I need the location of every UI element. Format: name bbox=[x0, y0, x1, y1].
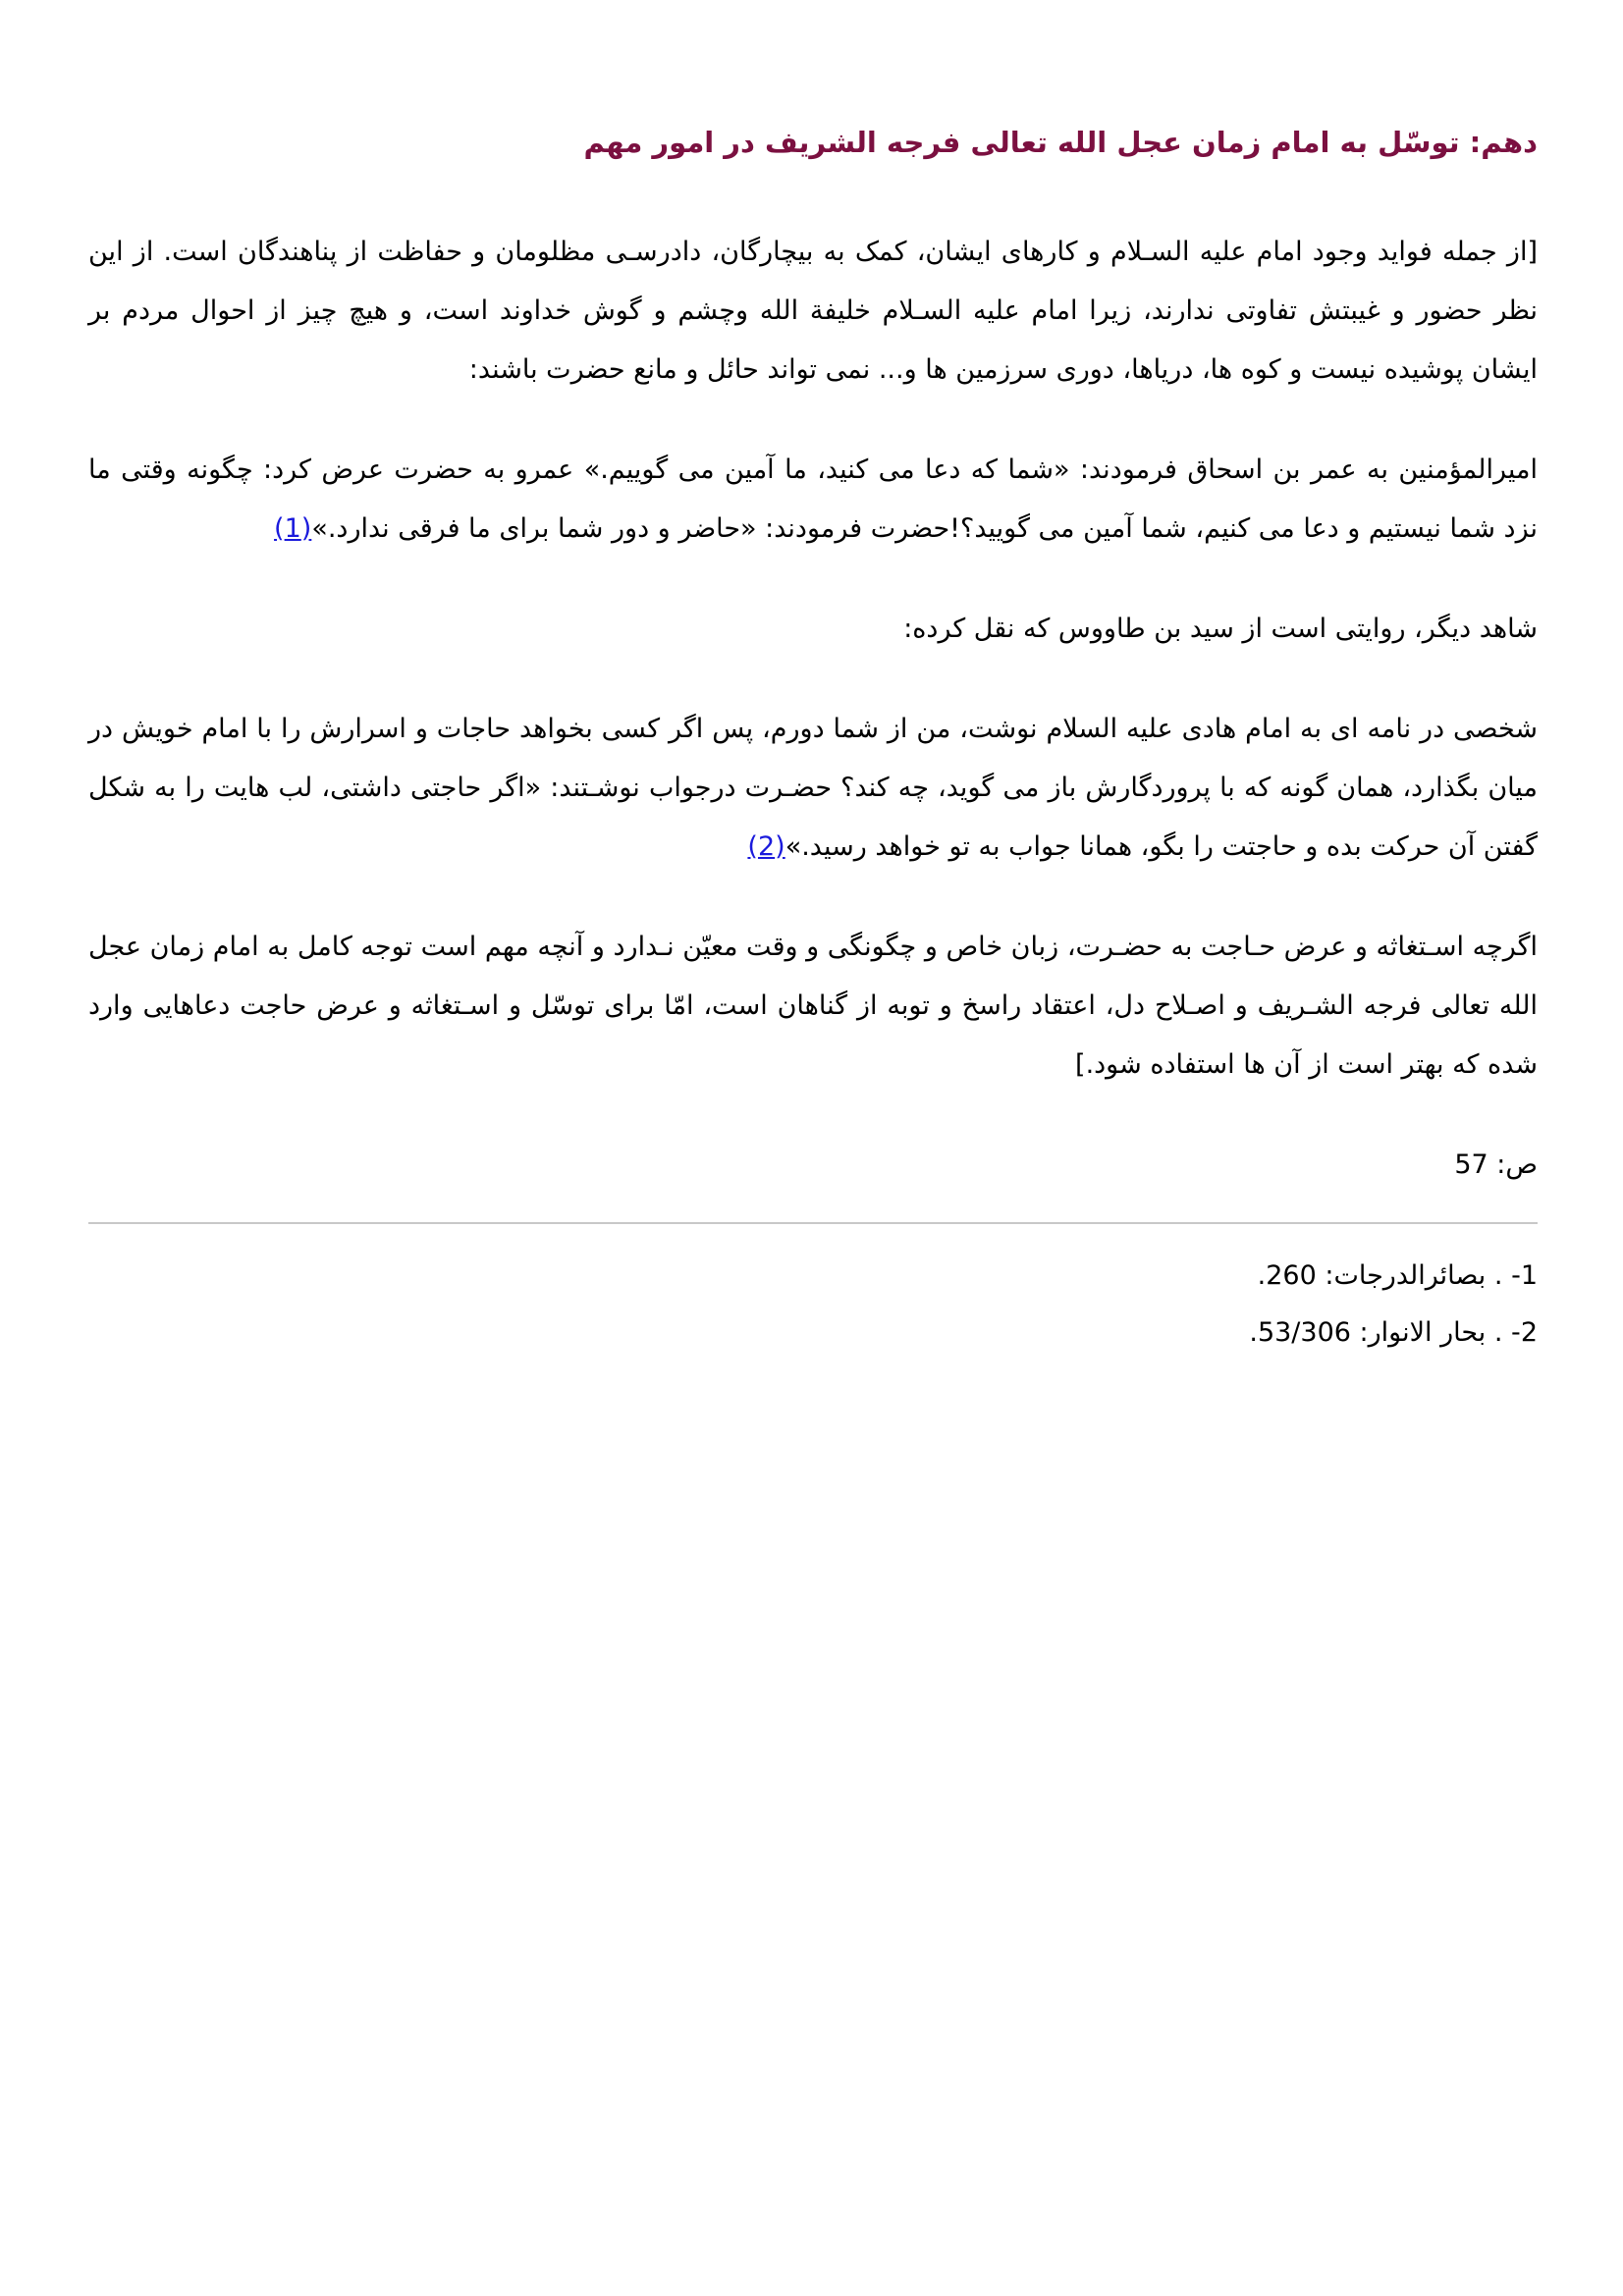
paragraph-3-text: شاهد دیگر، روایتی است از سید بن طاووس که نقل کرده: bbox=[903, 614, 1538, 644]
paragraph-1 bbox=[88, 223, 1538, 400]
footnote-divider bbox=[88, 1222, 1538, 1224]
document-page bbox=[88, 113, 1538, 1362]
footnote-2: 2- . بحار الانوار: 53/306. bbox=[1249, 1317, 1538, 1348]
footnote-link-1[interactable]: (1) bbox=[274, 513, 312, 544]
paragraph-2-text: امیرالمؤمنین به عمر بن اسحاق فرمودند: «شما که دعا می کنید، ما آمین می گوییم.» عمرو به حضرت عرض کرد: چگونه وقتی ما نزد شما نیستیم و دعا می کنیم، شما آمین می گویید؟!حضرت فرمودند: «حاضر و دور شما برای ما فرقی ندارد.» bbox=[88, 454, 1538, 544]
footnote-link-2[interactable]: (2) bbox=[747, 831, 785, 862]
page-number: ص: 57 bbox=[1454, 1149, 1538, 1180]
footnotes bbox=[88, 1248, 1538, 1362]
paragraph-2 bbox=[88, 441, 1538, 559]
paragraph-1-text: [از جمله فواید وجود امام علیه السـلام و کارهای ایشان، کمک به بیچارگان، دادرسـی مظلومان و حفاظت از پناهندگان است. از این نظر حضور و غیبتش تفاوتی ندارند، زیرا امام علیه السـلام خلیفة الله وچشم و گوش خداوند است، و هیچ چیز از احوال مردم بر ایشان پوشیده نیست و کوه ها، دریاها، دوری سرزمین ها و... نمی تواند حائل و مانع حضرت باشند: bbox=[88, 237, 1538, 385]
footnote-1: 1- . بصائرالدرجات: 260. bbox=[1257, 1260, 1538, 1291]
paragraph-4 bbox=[88, 700, 1538, 877]
paragraph-3 bbox=[88, 600, 1538, 659]
paragraph-4-text: شخصی در نامه ای به امام هادی علیه السلام نوشت، من از شما دورم، پس اگر کسی بخواهد حاجات و اسرارش را با امام خویش در میان بگذارد، همان گونه که با پروردگارش باز می گوید، چه کند؟ حضـرت درجواب نوشـتند: «اگر حاجتی داشتی، لب هایت را به شکل گفتن آن حرکت بده و حاجتت را بگو، همانا جواب به تو خواهد رسید.» bbox=[88, 714, 1538, 862]
paragraph-5-text: اگرچه اسـتغاثه و عرض حـاجت به حضـرت، زبان خاص و چگونگی و وقت معیّن نـدارد و آنچه مهم است توجه کامل به امام زمان عجل الله تعالی فرجه الشـریف و اصـلاح دل، اعتقاد راسخ و توبه از گناهان است، امّا برای توسّل و اسـتغاثه و عرض حاجت دعاهایی وارد شده که بهتر است از آن ها استفاده شود.] bbox=[88, 932, 1538, 1080]
section-heading: دهم: توسّل به امام زمان عجل الله تعالی فرجه الشریف در امور مهم bbox=[583, 126, 1538, 159]
paragraph-5 bbox=[88, 918, 1538, 1095]
